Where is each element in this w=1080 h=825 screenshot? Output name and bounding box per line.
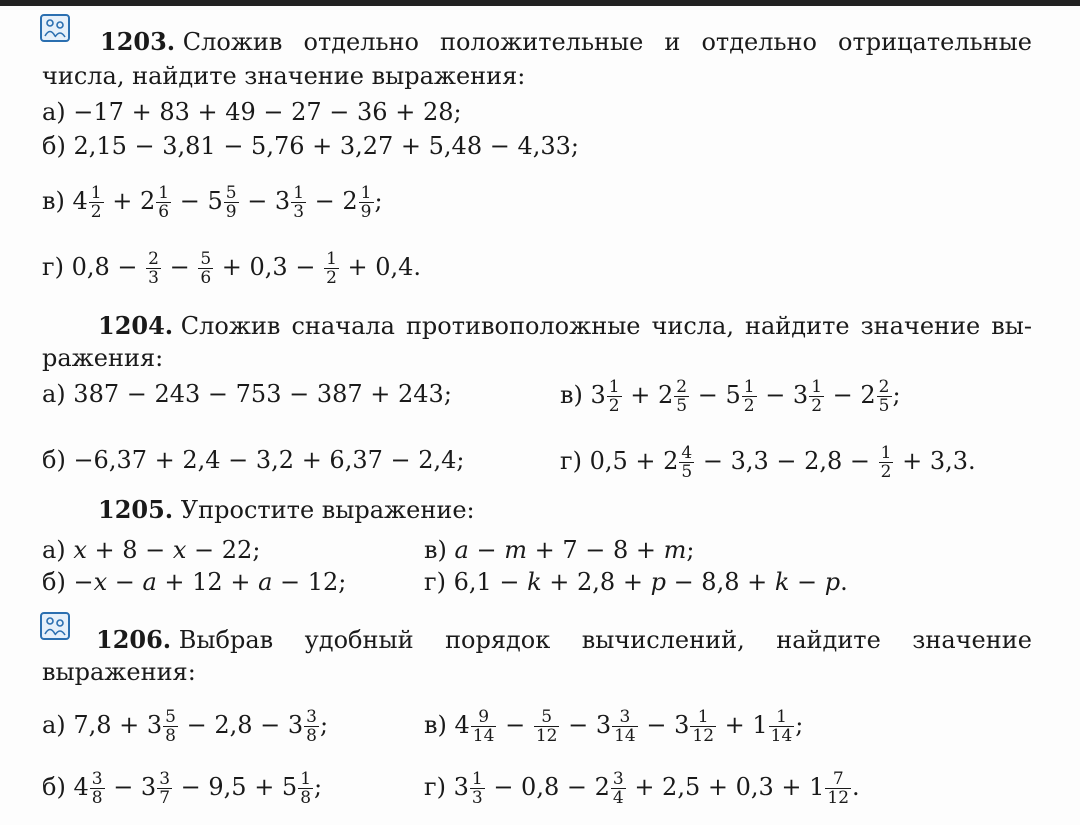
problem-1203-heading: 1203. Сложив отдельно положительные и отдельно отрицательные — [100, 27, 1032, 56]
problem-1204-v: в) 3 $\frac{1}{2}$ + 2 $\frac{2}{5}$ − 5 $\frac{1}{2}$ − 3 $\frac{1}{2}$ − 2 $\frac{2}{5}$ ; — [560, 377, 901, 416]
problem-1204-g: г) 0,5 + 2 $\frac{4}{5}$ − 3,3 − 2,8 − $\frac{1}{2}$ + 3,3. — [560, 443, 976, 482]
problem-1204-b: б) −6,37 + 2,4 − 3,2 + 6,37 − 2,4; — [42, 446, 465, 474]
problem-1205-a: а) x + 8 − x − 22; — [42, 536, 261, 564]
problem-1203-g: г) 0,8 − $\frac{2}{3}$ − $\frac{5}{6}$ + 0,3 − $\frac{1}{2}$ + 0,4. — [42, 249, 422, 288]
problem-1204-heading: 1204. Сложив сначала противоположные числа, найдите значение вы- — [98, 311, 1032, 340]
problem-1206-heading-cont: выражения: — [42, 658, 196, 686]
problem-1203-a: а) −17 + 83 + 49 − 27 − 36 + 28; — [42, 98, 462, 126]
problem-1206-heading: 1206. Выбрав удобный порядок вычислений, найдите значение — [96, 625, 1032, 654]
problem-1204-heading-cont: ражения: — [42, 344, 164, 372]
problem-number: 1205. — [98, 495, 174, 524]
problem-1203-v: в) 4 $\frac{1}{2}$ + 2 $\frac{1}{6}$ − 5 $\frac{5}{9}$ − 3 $\frac{1}{3}$ − 2 $\frac{1}{9}$ ; — [42, 183, 383, 222]
problem-1203-heading-cont: числа, найдите значение выражения: — [42, 62, 526, 90]
problem-number: 1203. — [100, 27, 176, 56]
problem-1205-heading: 1205. Упростите выражение: — [98, 495, 475, 524]
problem-1206-g: г) 3 $\frac{1}{3}$ − 0,8 − 2 $\frac{3}{4}$ + 2,5 + 0,3 + 1 $\frac{7}{12}$ . — [424, 769, 860, 808]
problem-1206-a: а) 7,8 + 3 $\frac{5}{8}$ − 2,8 − 3 $\frac{3}{8}$ ; — [42, 707, 329, 746]
problem-1205-v: в) a − m + 7 − 8 + m; — [424, 536, 695, 564]
group-work-icon — [40, 14, 70, 42]
problem-1205-b: б) −x − a + 12 + a − 12; — [42, 568, 347, 596]
problem-1206-b: б) 4 $\frac{3}{8}$ − 3 $\frac{3}{7}$ − 9,5 + 5 $\frac{1}{8}$ ; — [42, 769, 323, 808]
problem-1205-g: г) 6,1 − k + 2,8 + p − 8,8 + k − p. — [424, 568, 848, 596]
problem-1206-v: в) 4 $\frac{9}{14}$ − $\frac{5}{12}$ − 3 $\frac{3}{14}$ − 3 $\frac{1}{12}$ + 1 $\frac{1}{14}$ ; — [424, 707, 804, 746]
problem-number: 1204. — [98, 311, 174, 340]
problem-1203-b: б) 2,15 − 3,81 − 5,76 + 3,27 + 5,48 − 4,33; — [42, 132, 579, 160]
group-work-icon — [40, 612, 70, 640]
top-border — [0, 0, 1080, 6]
problem-1204-a: а) 387 − 243 − 753 − 387 + 243; — [42, 380, 452, 408]
problem-number: 1206. — [96, 625, 172, 654]
